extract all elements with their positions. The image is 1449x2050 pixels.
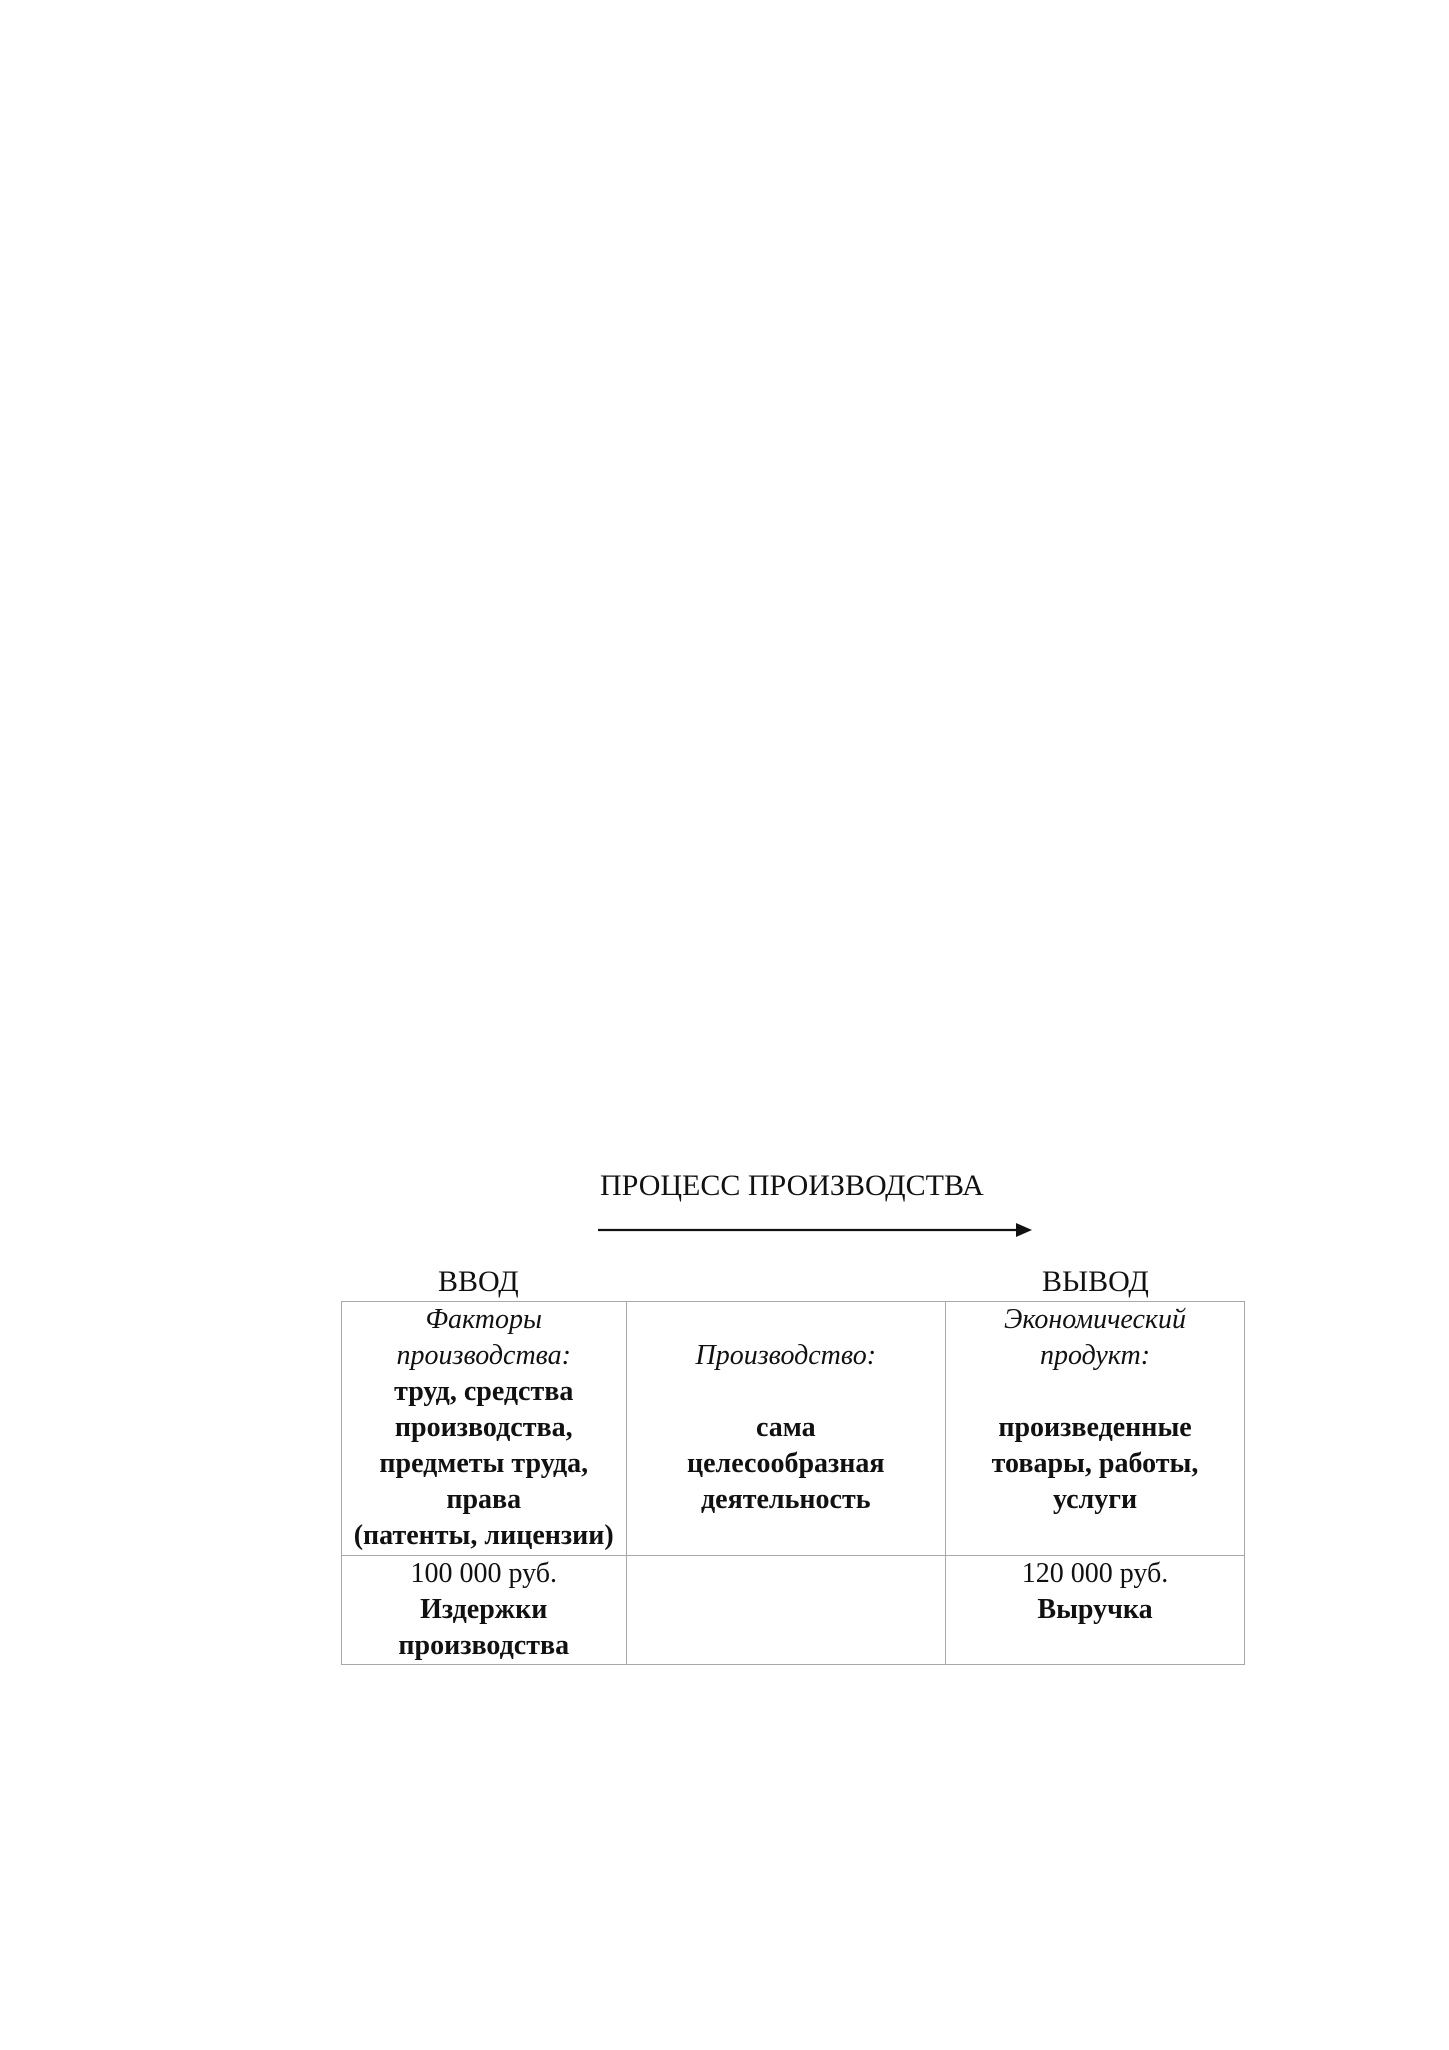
production-table: [341, 1301, 1245, 1665]
revenue-label: Выручка: [1037, 1594, 1153, 1625]
product-item: произведенные: [998, 1412, 1192, 1443]
product-heading-2: продукт:: [1039, 1340, 1151, 1371]
factors-item: права: [446, 1484, 522, 1515]
production-heading: Производство:: [695, 1340, 877, 1371]
table-row: [342, 1302, 1245, 1556]
costs-amount: 100 000 руб.: [410, 1558, 557, 1589]
factors-item: труд, средства: [394, 1376, 574, 1407]
factors-item: предметы труда,: [379, 1448, 589, 1479]
revenue-amount: 120 000 руб.: [1021, 1558, 1169, 1589]
product-heading: Экономический: [1004, 1304, 1187, 1335]
table-row: [342, 1556, 1245, 1665]
output-label: ВЫВОД: [1042, 1265, 1149, 1298]
factors-item: (патенты, лицензии): [353, 1520, 614, 1551]
production-cell: [626, 1302, 946, 1556]
production-item: сама: [755, 1412, 816, 1443]
factors-item: производства,: [394, 1412, 573, 1443]
production-item: целесообразная: [686, 1448, 885, 1479]
product-item: товары, работы,: [991, 1448, 1199, 1479]
factors-cell: [342, 1302, 627, 1556]
process-title: ПРОЦЕСС ПРОИЗВОДСТВА: [600, 1169, 984, 1202]
product-cell: [946, 1302, 1245, 1556]
process-arrow: [598, 1218, 1032, 1242]
production-item: деятельность: [700, 1484, 871, 1515]
revenue-cell: [946, 1556, 1245, 1665]
factors-heading-2: производства:: [396, 1340, 571, 1371]
empty-cell: [626, 1556, 946, 1665]
costs-label-2: производства: [398, 1630, 570, 1661]
costs-label: Издержки: [420, 1594, 548, 1625]
product-item: услуги: [1052, 1484, 1138, 1515]
factors-heading: Факторы: [425, 1304, 542, 1335]
input-label: ВВОД: [438, 1265, 519, 1298]
costs-cell: [342, 1556, 627, 1665]
